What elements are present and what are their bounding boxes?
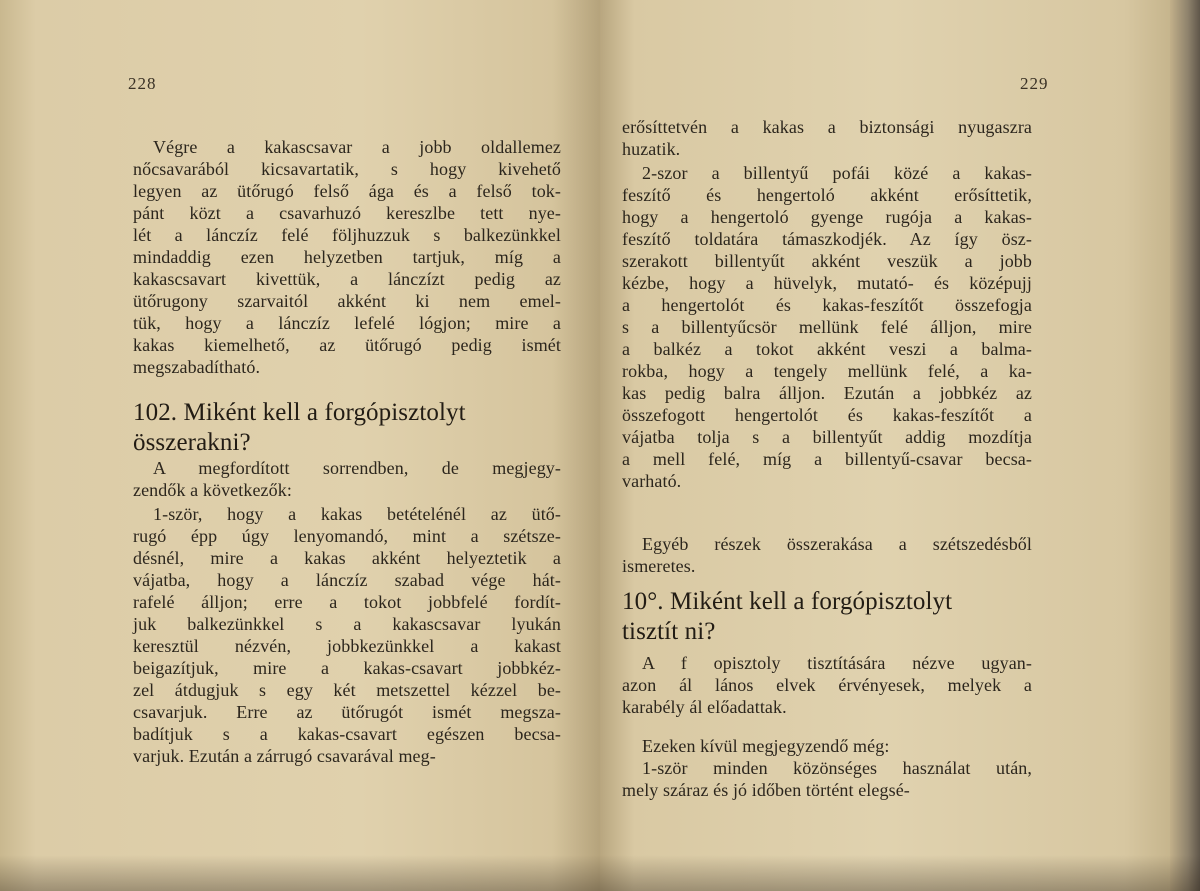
page-number: 229 [1020, 74, 1049, 93]
section-heading-line: 102. Miként kell a forgópisztolyt [133, 399, 466, 426]
text-line: kas pedig balra álljon. Ezután a jobbkéz az [622, 383, 1032, 403]
text-line: erősíttetvén a kakas a biztonsági nyugaszra [622, 117, 1032, 137]
text-line: juk balkezünkkel s a kakascsavar lyukán [133, 614, 561, 634]
text-line: szerakott billentyűt akként veszük a jobb [622, 251, 1032, 271]
text-line: pánt közt a csavarhuzó kereszlbe tett nye- [133, 203, 561, 223]
text-line: rugó épp úgy lenyomandó, mint a szétsze- [133, 526, 561, 546]
text-line: badítjuk s a kakas-csavart egészen becsa- [133, 724, 561, 744]
text-line: zendők a következők: [133, 480, 292, 500]
text-line: désnél, mire a kakas akként helyeztetik a [133, 548, 561, 568]
text-line: hogy a hengertoló gyenge rugója a kakas- [622, 207, 1032, 227]
text-line: rokba, hogy a tengely mellünk felé, a ka- [622, 361, 1032, 381]
text-line: keresztül nézvén, jobbkezünkkel a kakast [133, 636, 561, 656]
text-line: kézbe, hogy a hüvelyk, mutató- és középujj [622, 273, 1032, 293]
page-edge [1170, 0, 1200, 891]
text-line: ütőrugony szarvaitól akként ki nem emel- [133, 291, 561, 311]
text-line: varható. [622, 471, 682, 491]
text-line: vájatba, hogy a lánczíz szabad vége hát- [133, 570, 561, 590]
text-line: megszabadítható. [133, 357, 261, 377]
text-line: Ezeken kívül megjegyzendő még: [642, 736, 890, 756]
text-line: 1-ször, hogy a kakas betételénél az ütő- [153, 504, 561, 524]
text-line: rafelé álljon; erre a tokot jobbfelé fordít- [133, 592, 561, 612]
text-line: mindaddig ezen helyzetben tartjuk, míg a [133, 247, 561, 267]
text-line: karabély ál előadattak. [622, 697, 787, 717]
text-line: a balkéz a tokot akként veszi a balma- [622, 339, 1032, 359]
text-line: lét a lánczíz felé följhuzzuk s balkezünkkel [133, 225, 561, 245]
text-line: azon ál lános elvek érvényesek, melyek a [622, 675, 1032, 695]
text-line: 2-szor a billentyű pofái közé a kakas- [642, 163, 1032, 183]
text-line: Egyéb részek összerakása a szétszedésből [642, 534, 1032, 554]
text-line: a mell felé, míg a billentyű-csavar becsa- [622, 449, 1032, 469]
text-line: nőcsavarából kicsavartatik, s hogy kivehető [133, 159, 561, 179]
text-line: zel átdugjuk s egy két metszettel kézzel be- [133, 680, 561, 700]
text-line: vájatba tolja s a billentyűt addig mozdítja [622, 427, 1032, 447]
text-line: kakascsavart kivettük, a lánczízt pedig az [133, 269, 561, 289]
section-heading-line: összerakni? [133, 429, 251, 456]
right-page [600, 0, 1170, 891]
text-line: Végre a kakascsavar a jobb oldallemez [153, 137, 561, 157]
text-line: varjuk. Ezután a zárrugó csavarával meg- [133, 746, 436, 766]
text-line: kakas kiemelhető, az ütőrugó pedig ismét [133, 335, 561, 355]
text-line: ismeretes. [622, 556, 696, 576]
text-line: mely száraz és jó időben történt elegsé- [622, 780, 910, 800]
text-line: A f opisztoly tisztítására nézve ugyan- [642, 653, 1032, 673]
text-line: feszítő és hengertoló akként erősíttetik, [622, 185, 1032, 205]
text-line: huzatik. [622, 139, 681, 159]
section-heading-line: 10°. Miként kell a forgópisztolyt [622, 588, 953, 615]
page-shadow [0, 855, 1200, 891]
text-line: A megfordított sorrendben, de megjegy- [153, 458, 561, 478]
text-line: beigazítjuk, mire a kakas-csavart jobbkéz- [133, 658, 561, 678]
text-line: tük, hogy a lánczíz lefelé lógjon; mire a [133, 313, 561, 333]
text-line: a hengertolót és kakas-feszítőt összefogja [622, 295, 1032, 315]
text-line: 1-ször minden közönséges használat után, [642, 758, 1032, 778]
text-line: összefogott hengertolót és kakas-feszítőt a [622, 405, 1032, 425]
page-number: 228 [128, 74, 157, 93]
text-line: legyen az ütőrugó felső ága és a felső tok- [133, 181, 561, 201]
text-line: s a billentyűcsör mellünk felé álljon, mire [622, 317, 1032, 337]
section-heading-line: tisztít ni? [622, 618, 716, 645]
text-line: csavarjuk. Erre az ütőrugót ismét megsza- [133, 702, 561, 722]
text-line: feszítő toldatára támaszkodjék. Az így ösz- [622, 229, 1032, 249]
